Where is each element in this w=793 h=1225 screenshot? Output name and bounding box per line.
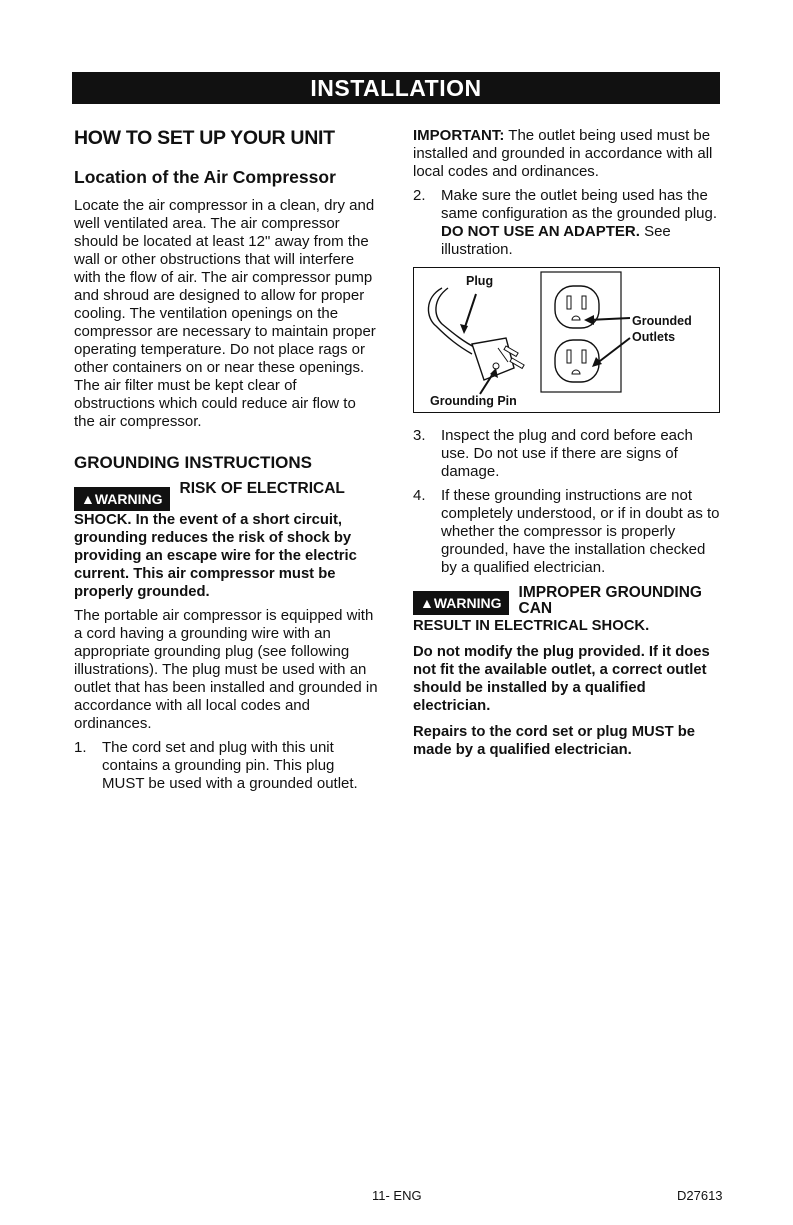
warning-row	[74, 481, 378, 511]
outlet-slot	[567, 350, 571, 363]
repair-warning: Repairs to the cord set or plug MUST be made by a qualified electrician.	[413, 724, 695, 758]
modify-warning: Do not modify the plug provided. If it does not fit the available outlet, a correct outlet should be installed by a qualified electrician.	[413, 644, 710, 714]
list-item	[413, 487, 725, 577]
important-note	[413, 127, 725, 181]
item-number: 4.	[413, 487, 426, 504]
item-text-b: See illustration.	[441, 223, 671, 258]
grounding-heading: GROUNDING INSTRUCTIONS	[74, 453, 312, 472]
warning-result: RESULT IN ELECTRICAL SHOCK.	[413, 618, 650, 634]
plug-label: Plug	[466, 274, 494, 288]
outlet-ground-hole	[572, 316, 580, 320]
outlet-slot	[582, 350, 586, 363]
warning-row	[413, 585, 725, 617]
warning-title: RISK OF ELECTRICAL	[179, 480, 345, 497]
section-banner: INSTALLATION	[72, 72, 720, 104]
important-text: The outlet being used must be installed and grounded in accordance with all local codes and ordinances.	[413, 127, 713, 180]
outlet-slot	[582, 296, 586, 309]
location-text: Locate the air compressor in a clean, dry and well ventilated area. The air compressor should be located at least 12" away from the wall or other obstructions that will interfere with the flow of air. The air compressor pump and shroud are designed to allow for proper cooling. The ventilation openings on the compressor are necessary to maintain proper operating temperature. Do not place rags or other containers on or near these openings. The air filter must be kept clear of obstructions which could reduce air flow to the air compressor.	[74, 197, 376, 430]
item-number: 2.	[413, 187, 426, 204]
list-item	[413, 187, 725, 259]
item-number: 3.	[413, 427, 426, 444]
outlets-label: Outlets	[632, 330, 676, 344]
cord-line	[428, 288, 472, 354]
warning-text: SHOCK. In the event of a short circuit, grounding reduces the risk of shock by providing an escape wire for the electric current. This air compressor must be properly grounded.	[74, 512, 357, 600]
plug-arrow	[464, 294, 476, 330]
warning-badge: ▲WARNING	[413, 591, 509, 615]
item-text: Inspect the plug and cord before each use. Do not use if there are signs of damage.	[441, 427, 693, 480]
cord-line	[436, 288, 476, 348]
page-number: 11- ENG	[372, 1188, 422, 1203]
document-code: D27613	[677, 1188, 723, 1203]
item-text: If these grounding instructions are not completely understood, or if in doubt as to whether the compressor is properly grounded, have the installation checked by a qualified electrician.	[441, 487, 720, 576]
setup-heading: HOW TO SET UP YOUR UNIT	[74, 127, 335, 149]
warning-title: IMPROPER GROUNDING CAN	[518, 584, 702, 617]
right-column	[413, 127, 725, 759]
plug-arrowhead	[460, 324, 468, 334]
important-label: IMPORTANT:	[413, 127, 505, 144]
list-item	[413, 427, 725, 481]
item-text	[441, 187, 725, 259]
item-bold: DO NOT USE AN ADAPTER.	[441, 223, 640, 240]
outlet-receptacle	[555, 340, 599, 382]
item-text-a: Make sure the outlet being used has the same configuration as the grounded plug.	[441, 187, 718, 222]
warning-badge: ▲WARNING	[74, 487, 170, 511]
outlet-slot	[567, 296, 571, 309]
outlet-ground-hole	[572, 370, 580, 374]
plug-outlet-illustration	[413, 267, 720, 413]
grounding-pin-label: Grounding Pin	[430, 394, 517, 408]
grounded-label: Grounded	[632, 314, 692, 328]
list-item	[74, 739, 378, 793]
left-column	[74, 127, 378, 793]
portable-text: The portable air compressor is equipped with a cord having a grounding wire with an appropriate grounding plug (see following illustrations). The plug must be used with an outlet that has been installed and grounded in accordance with all local codes and ordinances.	[74, 607, 378, 732]
item-number: 1.	[74, 739, 87, 756]
location-heading: Location of the Air Compressor	[74, 167, 336, 187]
item-text: The cord set and plug with this unit contains a grounding pin. This plug MUST be used with a grounded outlet.	[102, 739, 358, 792]
